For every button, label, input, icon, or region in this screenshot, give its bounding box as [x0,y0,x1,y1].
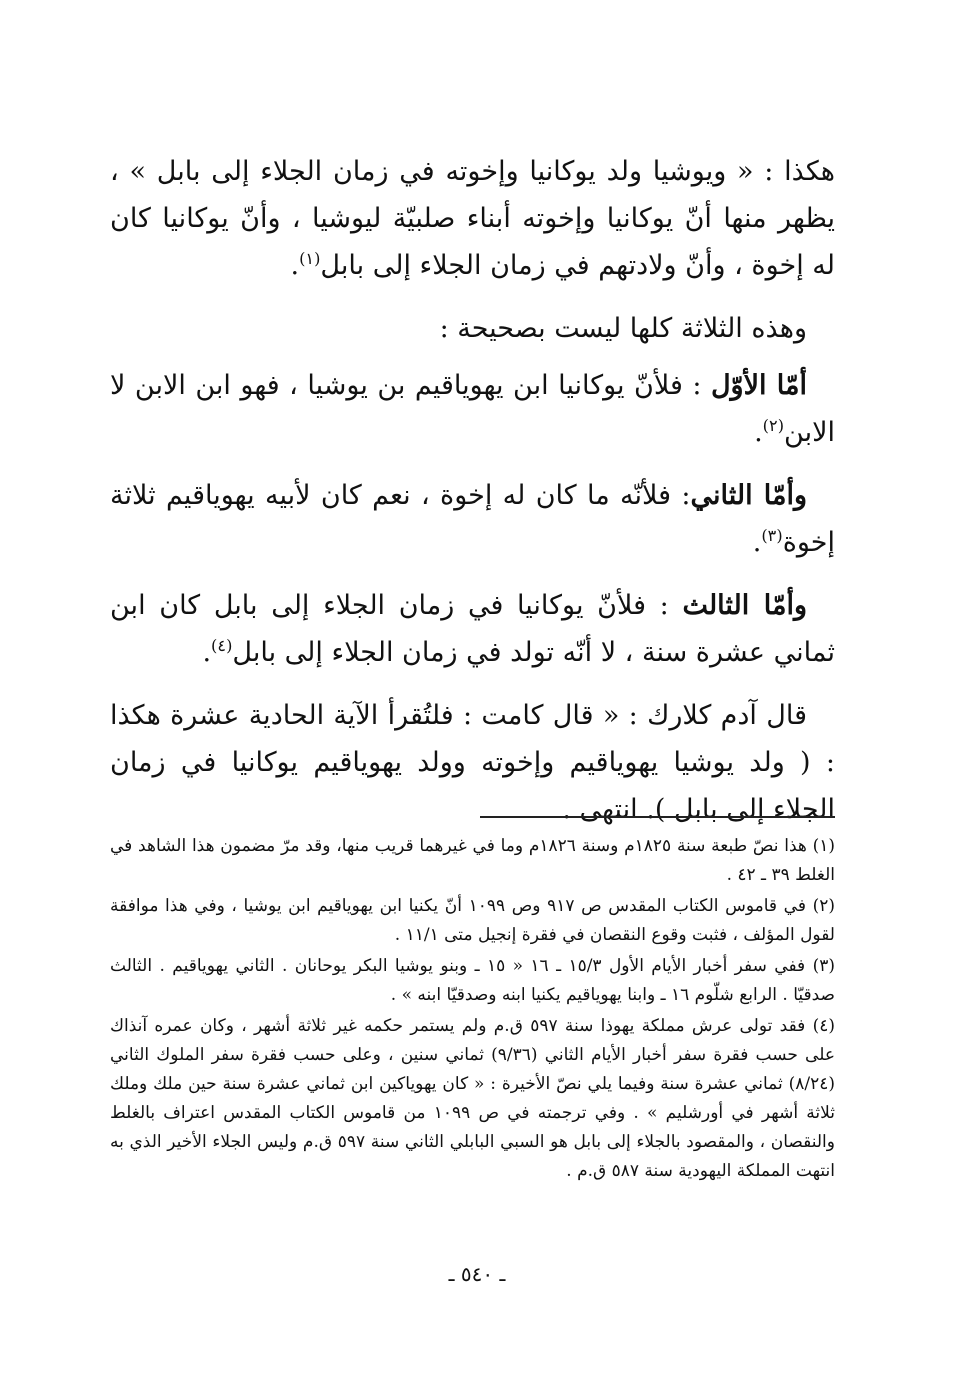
footnote-ref-1[interactable]: (١) [299,249,321,268]
footnote-3: (٣) ففي سفر أخبار الأيام الأول ١٥/٣ ـ ١٦ « ١٥ ـ وبنو يوشيا البكر يوحانان . الثاني يهوياقيم . الثالث صدقيّا . الرابع شلّوم ١٦ ـ وابنا يهوياقيم يكنيا ابنه وصدقيّا ابنه » . [110,956,835,1005]
footnote-ref-3[interactable]: (٣) [761,526,783,545]
footnote-1: (١) هذا نصّ طبعة سنة ١٨٢٥م وسنة ١٨٢٦م وما في غيرهما قريب منها، وقد مرّ مضمون هذا الشاهد في الغلط ٣٩ ـ ٤٢ . [110,836,836,885]
footnote-ref-4[interactable]: (٤) [211,636,233,655]
paragraph-1: هكذا : « ويوشيا ولد يوكانيا وإخوته في زمان الجلاء إلى بابل » ، يظهر منها أنّ يوكانيا وإخوته أبناء صلبيّة ليوشيا ، وأنّ يوكانيا كان له إخوة ، وأنّ ولادتهم في زمان الجلاء إلى بابل$^{(١)}$. [110,156,835,281]
paragraph-4-label: وأمّا الثاني [690,480,807,511]
footnote-ref-2[interactable]: (٢) [762,416,785,435]
paragraph-5: وأمّا الثالث : فلأنّ يوكانيا في زمان الجلاء إلى بابل كان ابن ثماني عشرة سنة ، لا أنّه تولد في زمان الجلاء إلى بابل$^{(٤)}$. [110,590,835,668]
paragraph-2: وهذه الثلاثة كلها ليست بصحيحة : [439,313,807,344]
paragraph-3-label: أمّا الأوّل [710,370,807,401]
footnotes [110,832,835,1188]
paragraph-3: أمّا الأوّل : فلأنّ يوكانيا ابن يهوياقيم بن يوشيا ، فهو ابن الابن لا الابن$^{(٢)}$. [110,370,835,448]
paragraph-4: وأمّا الثاني: فلأنّه ما كان له إخوة ، نعم كان لأبيه يهوياقيم ثلاثة إخوة$^{(٣)}$. [110,480,835,558]
page-number: ـ ٥٤٠ ـ [448,1262,506,1286]
main-text [110,148,835,849]
footnote-2: (٢) في قاموس الكتاب المقدس ص ٩١٧ وص ١٠٩٩ أنّ يكنيا ابن يهوياقيم ابن يوشيا ، وفي هذا موافقة لقول المؤلف ، فثبت وقوع النقصان في فقرة إنجيل متى ١١/١ . [110,896,835,945]
footnote-4: (٤) فقد تولى عرش مملكة يهوذا سنة ٥٩٧ ق.م ولم يستمر حكمه غير ثلاثة أشهر ، وكان عمره آنذاك على حسب فقرة سفر أخبار الأيام الثاني (٩/٣٦) ثماني سنين ، وعلى حسب فقرة سفر الملوك الثاني (٨/٢٤) ثماني عشرة سنة وفيما يلي نصّ الأخيرة : « كان يهوياكين ابن ثماني عشرة سنة حين ملك وملك ثلاثة أشهر في أورشليم » . وفي ترجمته في ص ١٠٩٩ من قاموس الكتاب المقدس اعتراف بالغلط والنقصان ، والمقصود بالجلاء إلى بابل هو السبي البابلي الثاني سنة ٥٩٧ ق.م وليس الجلاء الأخير الذي به انتهت المملكة اليهودية سنة ٥٨٧ ق.م . [110,1016,836,1181]
paragraph-6: قال آدم كلارك : « قال كامت : فلتُقرأ الآية الحادية عشرة هكذا : ( ولد يوشيا يهوياقيم وإخوته وولد يهوياقيم يوكانيا في زمان الجلاء إلى بابل ). انتهى . [110,700,835,825]
footnote-divider [480,816,835,818]
paragraph-5-label: وأمّا الثالث [682,590,807,621]
